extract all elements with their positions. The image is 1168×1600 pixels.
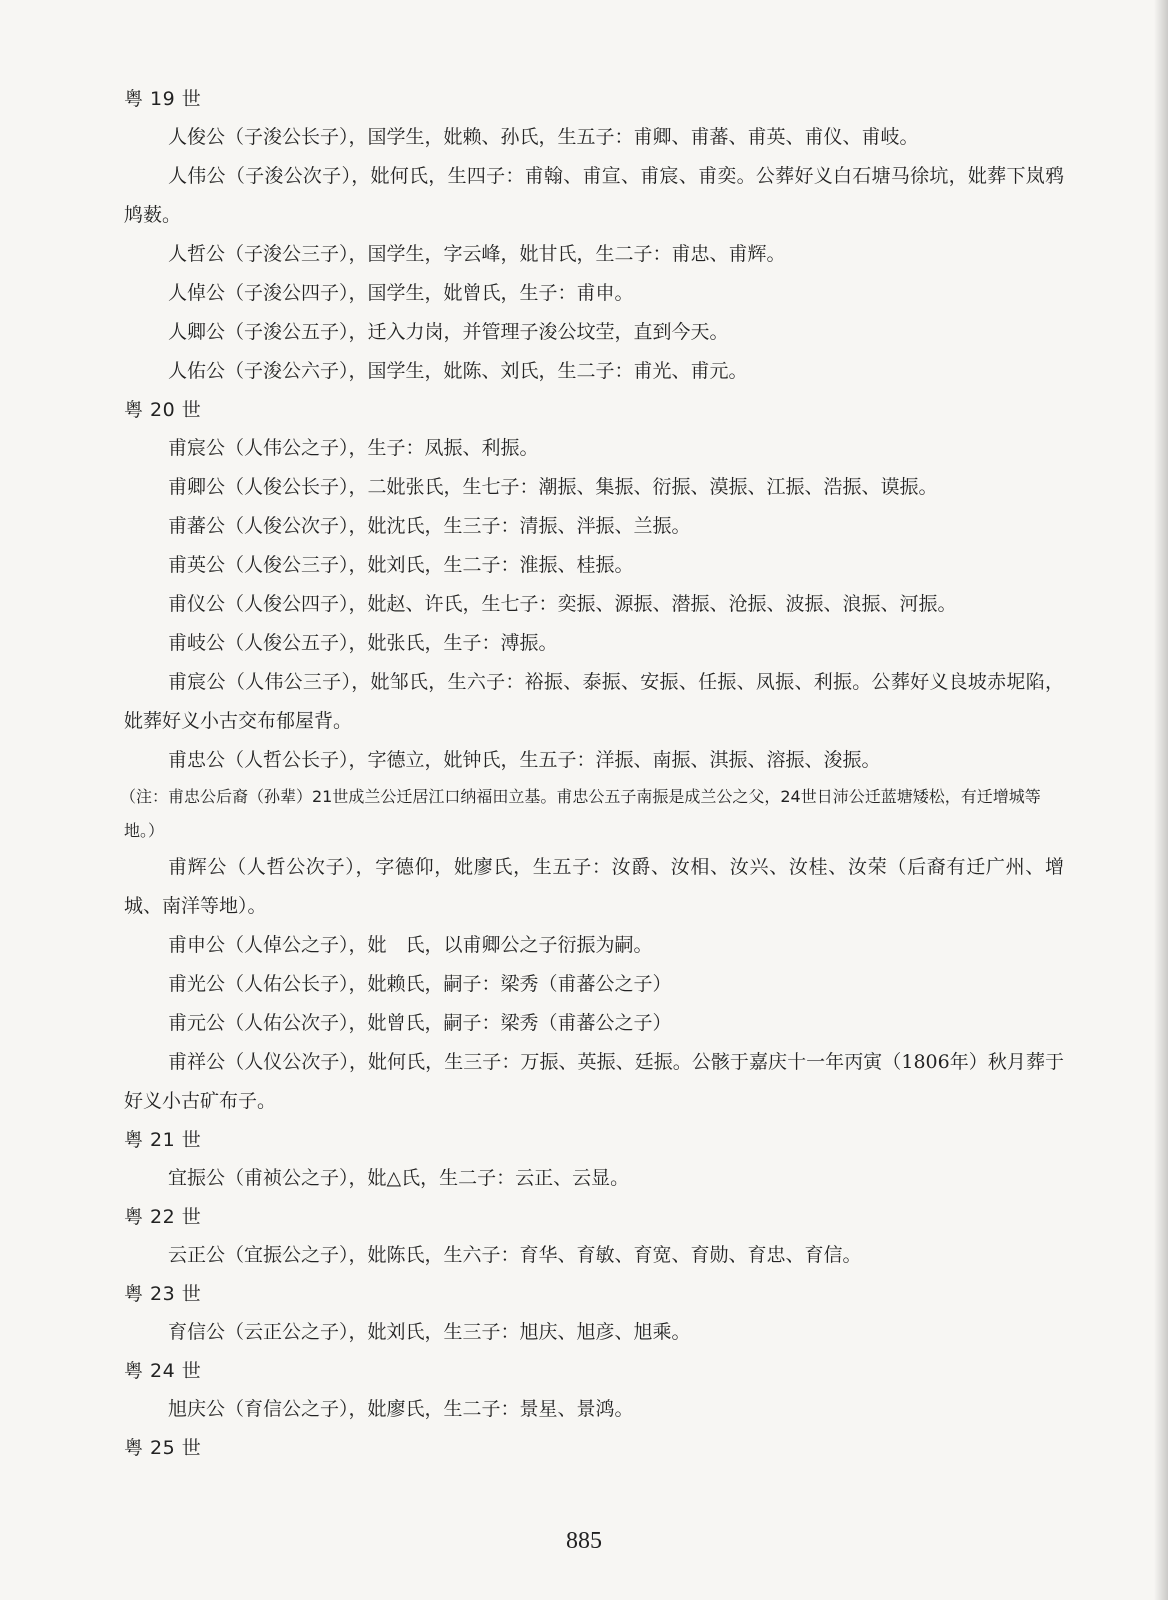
paragraph: 甫蕃公（人俊公次子），妣沈氏，生三子：清振、泮振、兰振。	[168, 515, 691, 537]
paragraph: 甫忠公（人哲公长子），字德立，妣钟氏，生五子：洋振、南振、淇振、溶振、浚振。	[168, 749, 881, 771]
paragraph: 甫宸公（人伟公三子），妣邹氏，生六子：裕振、泰振、安振、任振、凤振、利振。公葬好义良坡赤坭陷，妣葬好义小古交布郁屋背。	[124, 671, 1064, 732]
page-edge-shadow	[1154, 0, 1168, 1600]
paragraph: 甫光公（人佑公长子），妣赖氏，嗣子：梁秀（甫蕃公之子）	[168, 973, 672, 995]
paragraph: 甫元公（人佑公次子），妣曾氏，嗣子：梁秀（甫蕃公之子）	[168, 1012, 672, 1034]
generation-heading: 粤 24 世	[124, 1360, 202, 1382]
generation-heading: 粤 23 世	[124, 1283, 202, 1305]
paragraph: 人佑公（子浚公六子），国学生，妣陈、刘氏，生二子：甫光、甫元。	[168, 360, 748, 382]
generation-heading: 粤 22 世	[124, 1206, 202, 1228]
paragraph: 甫岐公（人俊公五子），妣张氏，生子：溥振。	[168, 632, 558, 654]
paragraph: 育信公（云正公之子），妣刘氏，生三子：旭庆、旭彦、旭乘。	[168, 1321, 691, 1343]
paragraph: 甫辉公（人哲公次子），字德仰，妣廖氏，生五子：汝爵、汝相、汝兴、汝桂、汝荣（后裔有迁广州、增城、南洋等地）。	[124, 856, 1064, 917]
paragraph: 甫祥公（人仪公次子），妣何氏，生三子：万振、英振、廷振。公骸于嘉庆十一年丙寅（1806年）秋月葬于好义小古矿布子。	[124, 1051, 1064, 1112]
paragraph: 宜振公（甫祯公之子），妣△氏，生二子：云正、云显。	[168, 1167, 630, 1189]
generation-heading: 粤 21 世	[124, 1129, 202, 1151]
paragraph: 甫申公（人倬公之子），妣 氏，以甫卿公之子衍振为嗣。	[168, 934, 653, 956]
page-number: 885	[566, 1528, 602, 1554]
paragraph: 甫英公（人俊公三子），妣刘氏，生二子：淮振、桂振。	[168, 554, 634, 576]
paragraph: 人伟公（子浚公次子），妣何氏，生四子：甫翰、甫宣、甫宸、甫奕。公葬好义白石塘马徐坑，妣葬下岚鸦鸠薮。	[124, 165, 1064, 226]
paragraph: 甫仪公（人俊公四子），妣赵、许氏，生七子：奕振、源振、潜振、沧振、波振、浪振、河振。	[168, 593, 957, 615]
genealogy-text	[120, 80, 1064, 1467]
paragraph: 人哲公（子浚公三子），国学生，字云峰，妣甘氏，生二子：甫忠、甫辉。	[168, 243, 786, 265]
generation-heading: 粤 19 世	[124, 88, 202, 110]
paragraph: 云正公（宜振公之子），妣陈氏，生六子：育华、育敏、育宽、育勋、育忠、育信。	[168, 1244, 862, 1266]
paragraph: 甫卿公（人俊公长子），二妣张氏，生七子：潮振、集振、衍振、漠振、江振、浩振、谟振。	[168, 476, 938, 498]
generation-heading: 粤 25 世	[124, 1437, 202, 1459]
paragraph: 甫宸公（人伟公之子），生子：凤振、利振。	[168, 437, 539, 459]
paragraph: 旭庆公（育信公之子），妣廖氏，生二子：景星、景鸿。	[168, 1398, 634, 1420]
paragraph: 人俊公（子浚公长子），国学生，妣赖、孙氏，生五子：甫卿、甫蕃、甫英、甫仪、甫岐。	[168, 126, 919, 148]
generation-heading: 粤 20 世	[124, 399, 202, 421]
paragraph: 人倬公（子浚公四子），国学生，妣曾氏，生子：甫申。	[168, 282, 634, 304]
annotation-note: （注：甫忠公后裔（孙辈）21世成兰公迁居江口纳福田立基。甫忠公五子南振是成兰公之父，24世日沛公迁蓝塘矮松，有迁增城等地。）	[120, 787, 1041, 840]
paragraph: 人卿公（子浚公五子），迁入力岗，并管理子浚公坟茔，直到今天。	[168, 321, 729, 343]
